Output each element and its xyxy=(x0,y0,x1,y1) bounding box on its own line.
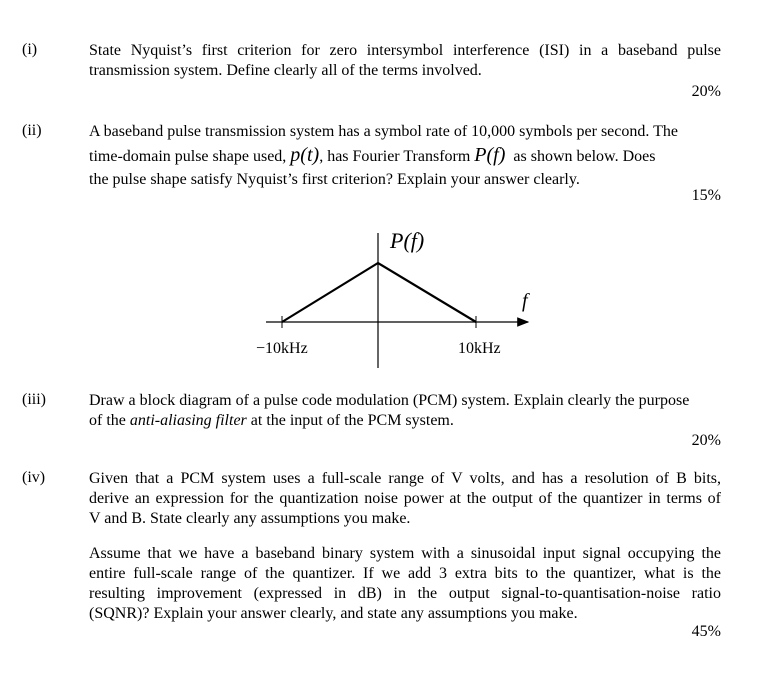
question-2-number: (ii) xyxy=(22,122,42,139)
question-1-number: (i) xyxy=(22,41,38,58)
question-4-paragraph-1 xyxy=(89,469,721,529)
question-4-line: resulting improvement (expressed in dB) in the output signal-to-quantisation-noise ratio xyxy=(89,585,721,602)
question-1-line: transmission system. Define clearly all of the terms involved. xyxy=(89,62,482,79)
pt-symbol: p(t) xyxy=(290,144,320,166)
question-2-line: A baseband pulse transmission system has a symbol rate of 10,000 symbols per second. The xyxy=(89,123,678,140)
question-2-line: time-domain pulse shape used, p(t), has Fourier Transform P(f) as shown below. Does xyxy=(89,144,656,166)
question-2-line: the pulse shape satisfy Nyquist’s first criterion? Explain your answer clearly. xyxy=(89,171,580,188)
question-1-line: State Nyquist’s first criterion for zero intersymbol interference (ISI) in a baseband pulse xyxy=(89,42,721,59)
question-4-number: (iv) xyxy=(22,469,46,486)
question-4-line: Given that a PCM system uses a full-scale range of V volts, and has a resolution of B bits, xyxy=(89,470,721,487)
question-4-line: (SQNR)? Explain your answer clearly, and state any assumptions you make. xyxy=(89,605,578,622)
question-3-percent: 20% xyxy=(691,432,721,449)
question-1-percent: 20% xyxy=(691,83,721,100)
question-3-line: of the anti-aliasing filter at the input of the PCM system. xyxy=(89,412,454,429)
question-2-percent: 15% xyxy=(691,187,721,204)
question-4-line: entire full-scale range of the quantizer. If we add 3 extra bits to the quantizer, what is the xyxy=(89,565,721,582)
triangle-spectrum xyxy=(282,263,476,322)
Pf-symbol: P(f) xyxy=(474,144,506,166)
x-axis-label: f xyxy=(522,290,528,312)
question-4-line: V and B. State clearly any assumptions you make. xyxy=(89,510,411,527)
tick-label-right: 10kHz xyxy=(458,340,501,357)
y-axis-label: P(f) xyxy=(390,228,425,253)
tick-label-left: −10kHz xyxy=(256,340,308,357)
question-4-line: Assume that we have a baseband binary system with a sinusoidal input signal occupying the xyxy=(89,545,721,562)
question-4-paragraph-2 xyxy=(89,544,721,624)
question-4-line: derive an expression for the quantization noise power at the output of the quantizer in terms of xyxy=(89,490,721,507)
question-3-text xyxy=(89,391,721,431)
question-3-line: Draw a block diagram of a pulse code modulation (PCM) system. Explain clearly the purpose xyxy=(89,392,690,409)
anti-aliasing-filter-term: anti-aliasing filter xyxy=(129,412,247,429)
question-3-number: (iii) xyxy=(22,391,46,408)
question-4-percent: 45% xyxy=(691,623,721,640)
